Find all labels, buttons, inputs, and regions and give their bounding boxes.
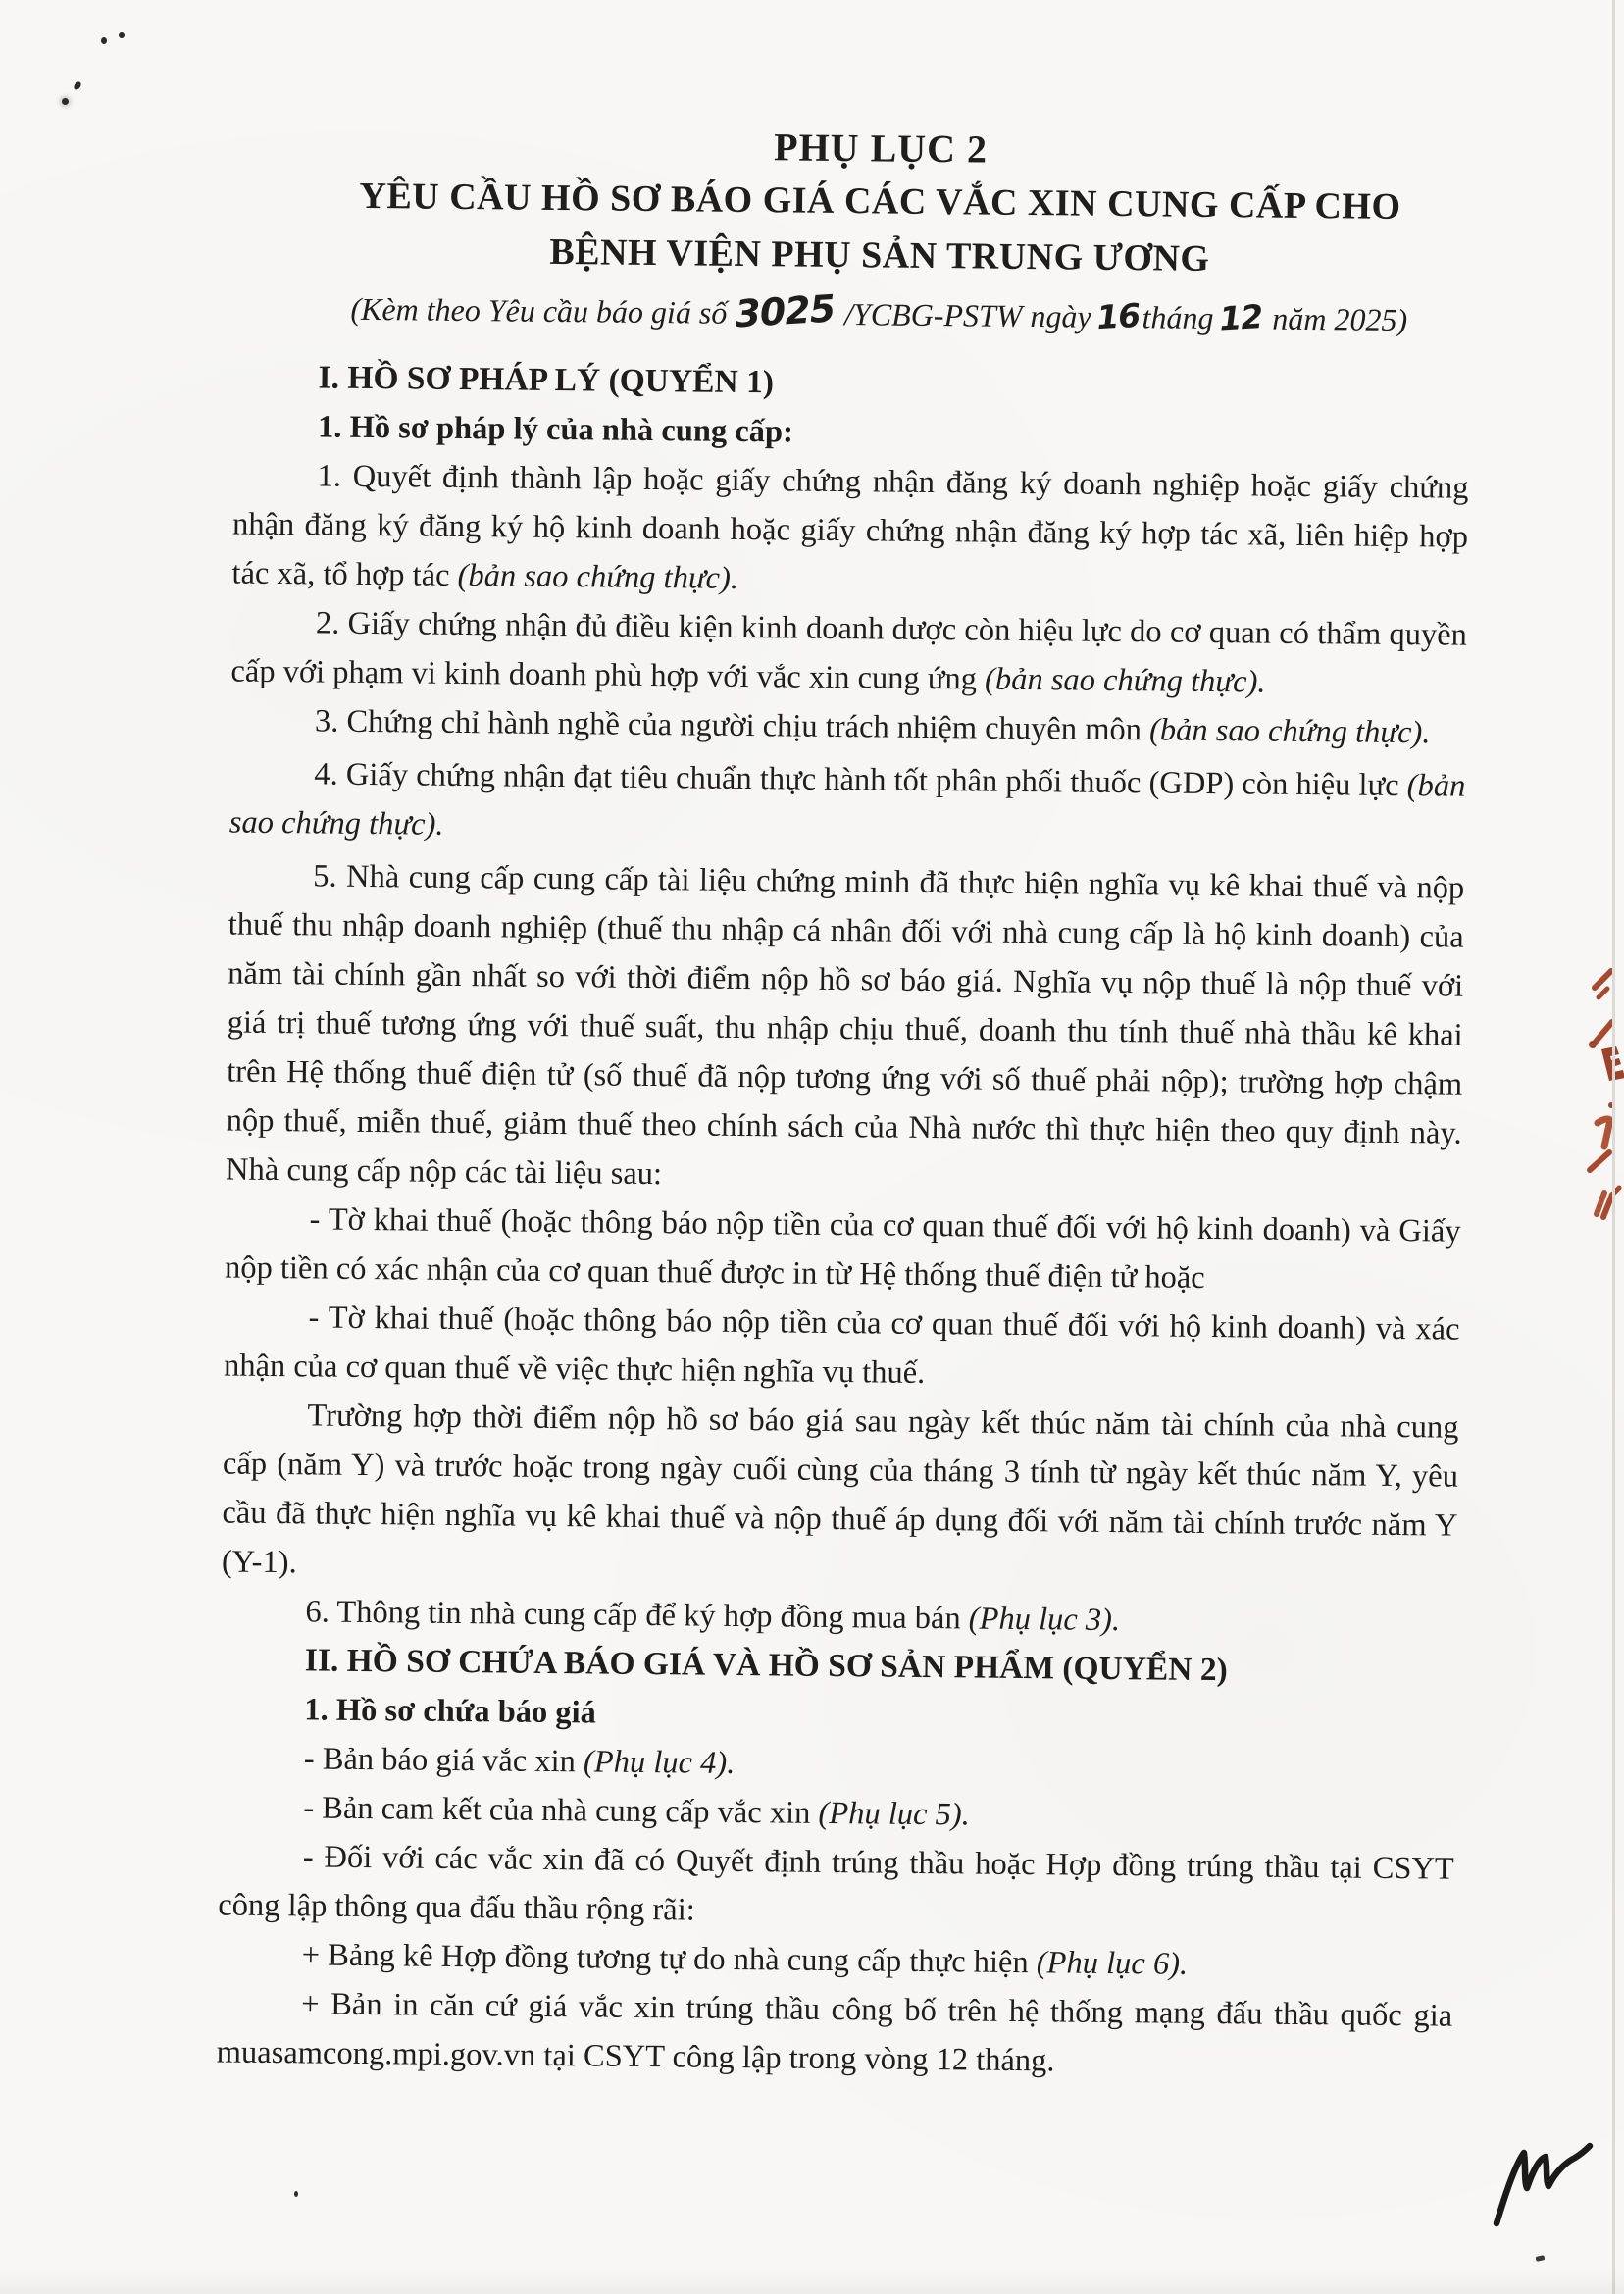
section-2-subheading: 1. Hồ sơ chứa báo giá [304,1692,597,1731]
fiscal-year-note [222,1390,1459,1599]
handwritten-quote-number: 3025 [734,286,837,336]
tax-bullet-1-text: - Tờ khai thuế (hoặc thông báo nộp tiền của cơ quan thuế đối với hộ kinh doanh) và Giấy nộp tiền có xác nhận của cơ quan thuế được in từ Hệ thống thuế điện tử hoặc [224,1201,1461,1296]
quote-bullet-1-note: (Phụ lục 4). [583,1744,736,1781]
handwritten-month: 12 [1218,297,1264,338]
legal-item-1 [231,451,1469,611]
quote-bullet-3 [218,1831,1454,1942]
legal-item-1-text: 1. Quyết định thành lập hoặc giấy chứng nhận đăng ký doanh nghiệp hoặc giấy chứng nhận đăng ký đăng ký hộ kinh doanh hoặc giấy chứng nhận đăng ký hợp tác xã, liên hiệp hợp tác xã, tổ hợp tác [231,458,1469,593]
legal-item-5-text: 5. Nhà cung cấp cung cấp tài liệu chứng minh đã thực hiện nghĩa vụ kê khai thuế và nộp thuế thu nhập doanh nghiệp (thuế thu nhập cá nhân đối với nhà cung cấp là hộ kinh doanh) của năm tài chính gần nhất so với thời điểm nộp hồ sơ báo giá. Nghĩa vụ nộp thuế là nộp thuế với giá trị thuế tương ứng với thuế suất, thu nhập chịu thuế, doanh thu tính thuế nhà thầu kê khai trên Hệ thống thuế điện tử (số thuế đã nộp tương ứng với số thuế phải nộp); trường hợp chậm nộp thuế, miễn thuế, giảm thuế theo chính sách của Nhà nước thì thực hiện theo quy định này. Nhà cung cấp nộp các tài liệu sau: [225,858,1465,1193]
page-bottom-shadow [0,2269,1624,2294]
reference-note-pre: (Kèm theo Yêu cầu báo giá số [350,290,728,331]
legal-item-3-text: 3. Chứng chỉ hành nghề của người chịu trách nhiệm chuyên môn [314,703,1142,748]
ink-speck [62,98,69,105]
quote-bullet-2-text: - Bản cam kết của nhà cung cấp vắc xin [303,1790,811,1831]
red-ink-edge-marks [1567,956,1624,1241]
quote-bullet-2-note: (Phụ lục 5). [818,1795,971,1833]
quote-plus-2 [216,1978,1452,2089]
quote-bullet-1-text: - Bản báo giá vắc xin [303,1741,577,1780]
ink-speck [294,2191,298,2197]
legal-item-1-note: (bản sao chứng thực). [457,557,739,596]
section-2-heading: II. HỒ SƠ CHỨA BÁO GIÁ VÀ HỒ SƠ SẢN PHẨM (QUYỂN 2) [304,1642,1228,1689]
document-title-line-3: BỆNH VIỆN PHỤ SẢN TRUNG ƯƠNG [549,230,1210,280]
legal-item-2 [230,598,1467,709]
section-1-subheading: 1. Hồ sơ pháp lý của nhà cung cấp: [317,409,794,450]
appendix-title: PHỤ LỤC 2 [773,125,989,172]
document-title-line-2: YÊU CẦU HỒ SƠ BÁO GIÁ CÁC VẮC XIN CUNG CẤP CHO [359,175,1401,228]
legal-item-4-text: 4. Giấy chứng nhận đạt tiêu chuẩn thực hành tốt phân phối thuốc (GDP) còn hiệu lực [314,756,1399,804]
fiscal-year-note-text: Trường hợp thời điểm nộp hồ sơ báo giá sau ngày kết thúc năm tài chính của nhà cung cấp (năm Y) và trước hoặc trong ngày cuối cùng của tháng 3 tính từ ngày kết thúc năm Y, yêu cầu đã thực hiện nghĩa vụ kê khai thuế và nộp thuế áp dụng đối với năm tài chính trước năm Y (Y-1). [221,1398,1459,1581]
legal-item-5 [226,851,1465,1207]
ink-speck [101,37,107,44]
legal-item-4-note: (bản sao chứng thực). [228,768,1466,842]
ink-dash [1536,2255,1546,2262]
tax-bullet-2-text: - Tờ khai thuế (hoặc thông báo nộp tiền của cơ quan thuế đối với hộ kinh doanh) và xác nhận của cơ quan thuế về việc thực hiện nghĩa vụ thuế. [223,1300,1460,1391]
document-header [3,0,1624,349]
ink-speck [119,32,125,38]
section-1-heading: I. HỒ SƠ PHÁP LÝ (QUYỂN 1) [318,359,775,401]
legal-item-2-note: (bản sao chứng thực). [984,661,1266,700]
handwritten-day: 16 [1095,295,1142,337]
handwritten-signature [1481,2123,1608,2241]
quote-plus-2-text: + Bản in căn cứ giá vắc xin trúng thầu công bố trên hệ thống mạng đấu thầu quốc gia muasamcong.mpi.gov.vn tại CSYT công lập trong vòng 12 tháng. [216,1986,1453,2079]
page-edge-line [1612,0,1615,2294]
legal-item-6-note: (Phụ lục 3). [968,1601,1121,1639]
quote-bullet-3-text: - Đối với các vắc xin đã có Quyết định trúng thầu hoặc Hợp đồng trúng thầu tại CSYT công lập thông qua đấu thầu rộng rãi: [218,1839,1454,1928]
tax-bullet-1 [225,1195,1461,1305]
legal-item-3-note: (bản sao chứng thực). [1148,712,1431,751]
reference-note-thang: tháng [1142,299,1214,336]
document-body [0,332,1624,2091]
quote-plus-1-note: (Phụ lục 6). [1036,1945,1189,1982]
quote-plus-1-text: + Bảng kê Hợp đồng tương tự do nhà cung cấp thực hiện [301,1937,1029,1981]
reference-note-mid: /YCBG-PSTW ngày [843,296,1091,334]
legal-item-6-text: 6. Thông tin nhà cung cấp để ký hợp đồng mua bán [305,1594,961,1637]
legal-item-4 [229,749,1466,860]
legal-item-2-text: 2. Giấy chứng nhận đủ điều kiện kinh doanh dược còn hiệu lực do cơ quan có thẩm quyền cấp với phạm vi kinh doanh phù hợp với vắc xin cung ứng [230,605,1468,697]
reference-note-post: năm 2025) [1272,300,1408,338]
tax-bullet-2 [224,1292,1460,1402]
